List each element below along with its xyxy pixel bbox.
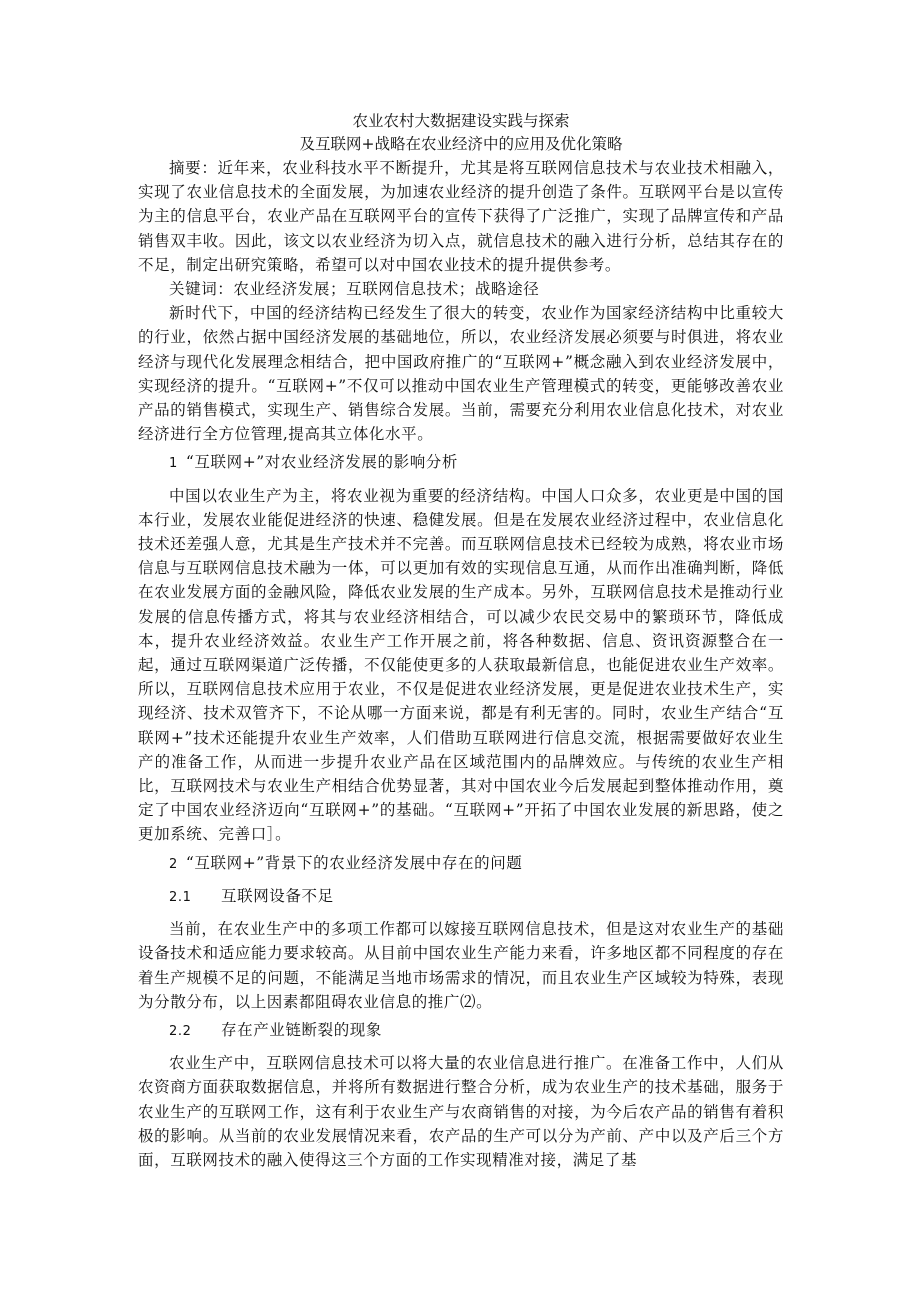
section-1-heading [138,450,784,476]
document-title: 农业农村大数据建设实践与探索 [352,112,570,130]
intro-paragraph: 新时代下，中国的经济结构已经发生了很大的转变，农业作为国家经济结构中比重较大的行业，依然占据中国经济发展的基础地位，所以，农业经济发展必须要与时俱进，将农业经济与现代化发展理念相结合，把中国政府推广的“互联网+”概念融入到农业经济发展中，实现经济的提升。“互联网+”不仅可以推动中国农业生产管理模式的转变，更能够改善农业产品的销售模式，实现生产、销售综合发展。当前，需要充分利用农业信息化技术，对农业经济进行全方位管理,提高其立体化水平。 [138,304,784,444]
section-2-2-title: 存在产业链断裂的现象 [221,1020,383,1039]
section-1-body: 中国以农业生产为主，将农业视为重要的经济结构。中国人口众多，农业更是中国的国本行业，发展农业能促进经济的快速、稳健发展。但是在发展农业经济过程中，农业信息化技术还差强人意，尤其是生产技术并不完善。而互联网信息技术已经较为成熟，将农业市场信息与互联网信息技术融为一体，可以更加有效的实现信息互通，从而作出准确判断，降低在农业发展方面的金融风险，降低农业发展的生产成本。另外，互联网信息技术是推动行业发展的信息传播方式，将其与农业经济相结合，可以减少农民交易中的繁琐环节，降低成本，提升农业经济效益。农业生产工作开展之前，将各种数据、信息、资讯资源整合在一起，通过互联网渠道广泛传播，不仅能使更多的人获取最新信息，也能促进农业生产效率。所以，互联网信息技术应用于农业，不仅是促进农业经济发展，更是促进农业技术生产，实现经济、技术双管齐下，不论从哪一方面来说，都是有利无害的。同时，农业生产结合“互联网+”技术还能提升农业生产效率，人们借助互联网进行信息交流，根据需要做好农业生产的准备工作，从而进一步提升农业产品在区域范围内的品牌效应。与传统的农业生产相比，互联网技术与农业生产相结合优势显著，其对中国农业今后发展起到整体推动作用，奠定了中国农业经济迈向“互联网+”的基础。“互联网+”开拓了中国农业发展的新思路，使之更加系统、完善口］。 [138,486,784,844]
section-2-1-body: 当前，在农业生产中的多项工作都可以嫁接互联网信息技术，但是这对农业生产的基础设备技术和适应能力要求较高。从目前中国农业生产能力来看，许多地区都不同程度的存在着生产规模不足的问题，不能满足当地市场需求的情况，而且农业生产区域较为特殊，表现为分散分布，以上因素都阻碍农业信息的推广⑵。 [138,920,784,1011]
document-page [138,110,784,1172]
section-2-number: 2 [169,856,178,872]
keywords-line: 关键词：农业经济发展；互联网信息技术；战略途径 [169,280,540,299]
document-subtitle: 及互联网+战略在农业经济中的应用及优化策略 [299,135,623,153]
section-2-heading [138,851,784,877]
section-2-2-heading [138,1018,784,1044]
section-2-2-number: 2.2 [169,1023,192,1039]
section-1-title: “互联网+”对农业经济发展的影响分析 [185,453,459,472]
section-2-1-heading [138,884,784,910]
section-1-number: 1 [169,456,178,472]
section-2-title: “互联网+”背景下的农业经济发展中存在的问题 [185,853,523,872]
abstract-paragraph: 摘要：近年来，农业科技水平不断提升，尤其是将互联网信息技术与农业技术相融入，实现了农业信息技术的全面发展，为加速农业经济的提升创造了条件。互联网平台是以宣传为主的信息平台，农业产品在互联网平台的宣传下获得了广泛推广，实现了品牌宣传和产品销售双丰收。因此，该文以农业经济为切入点，就信息技术的融入进行分析，总结其存在的不足，制定出研究策略，希望可以对中国农业技术的提升提供参考。 [138,159,784,274]
section-2-1-title: 互联网设备不足 [221,886,334,905]
section-2-1-number: 2.1 [169,889,192,905]
section-2-2-body: 农业生产中，互联网信息技术可以将大量的农业信息进行推广。在准备工作中，人们从农资商方面获取数据信息，并将所有数据进行整合分析，成为农业生产的技术基础，服务于农业生产的互联网工作，这有利于农业生产与农商销售的对接，为今后农产品的销售有着积极的影响。从当前的农业发展情况来看，农产品的生产可以分为产前、产中以及产后三个方面，互联网技术的融入使得这三个方面的工作实现精准对接，满足了基 [138,1054,784,1169]
